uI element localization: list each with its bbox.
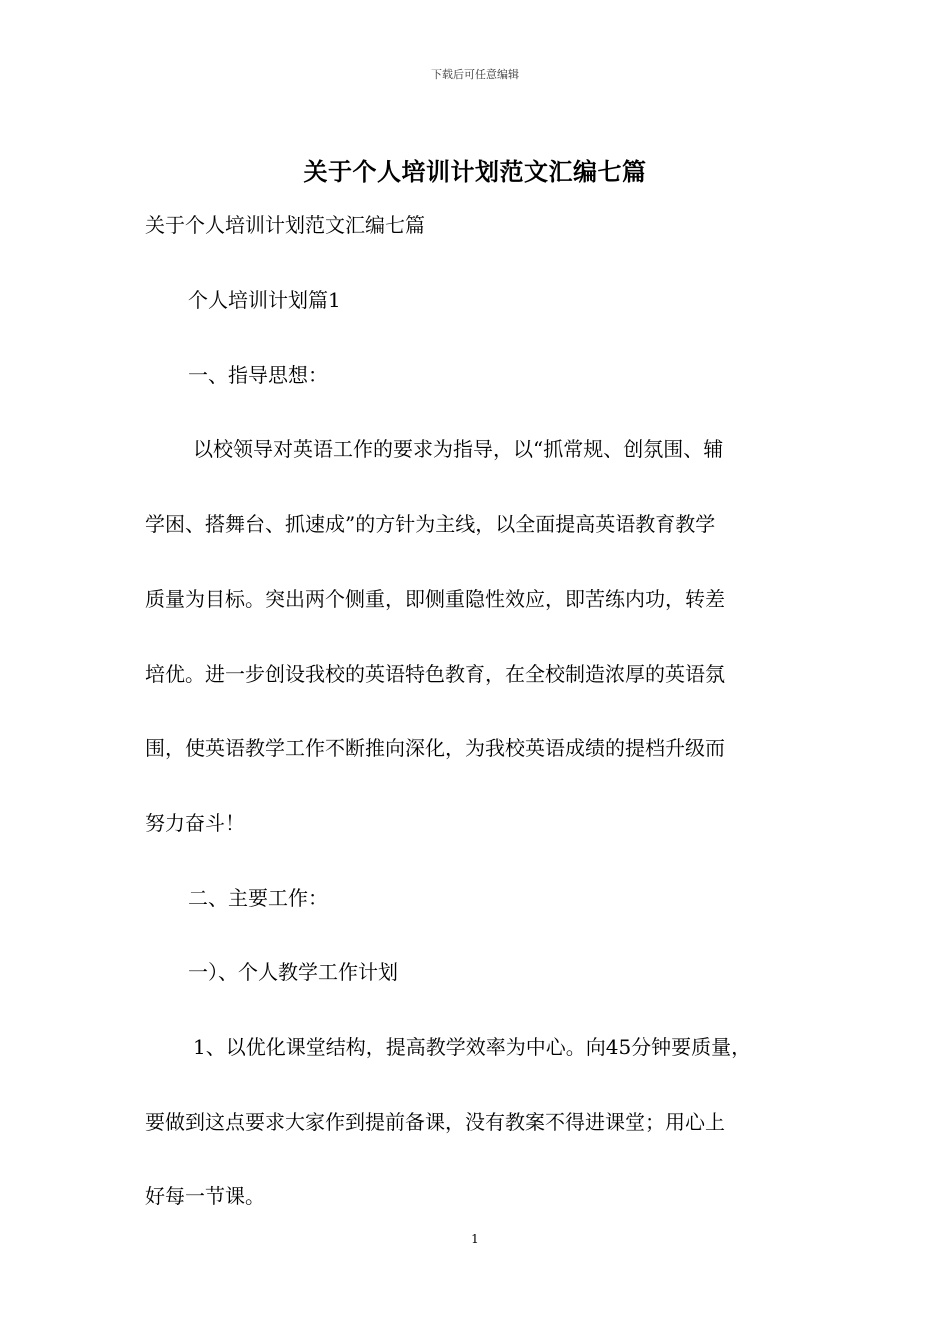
subtitle-line: 关于个人培训计划范文汇编七篇 [145,213,425,237]
section-heading: 一、指导思想： [188,363,328,387]
paragraph-line: 以校领导对英语工作的要求为指导，以“抓常规、创氛围、辅 [193,437,724,461]
page-header: 下载后可任意编辑 [431,68,519,81]
paragraph-line: 要做到这点要求大家作到提前备课，没有教案不得进课堂；用心上 [145,1110,725,1134]
paragraph-line: 学困、搭舞台、抓速成”的方针为主线，以全面提高英语教育教学 [145,512,716,536]
section-heading: 二、主要工作： [188,886,328,910]
paragraph-line: 好每一节课。 [145,1184,265,1208]
page-number: 1 [471,1232,479,1246]
section-heading: 一）、个人教学工作计划 [188,960,398,984]
paragraph-line: 围，使英语教学工作不断推向深化，为我校英语成绩的提档升级而 [145,736,725,760]
paragraph-line: 努力奋斗！ [145,811,245,835]
section-heading: 个人培训计划篇1 [188,288,341,312]
paragraph-line: 1、以优化课堂结构，提高教学效率为中心。向45分钟要质量， [193,1035,752,1059]
paragraph-line: 培优。进一步创设我校的英语特色教育，在全校制造浓厚的英语氛 [145,662,725,686]
document-title: 关于个人培训计划范文汇编七篇 [303,157,647,186]
paragraph-line: 质量为目标。突出两个侧重，即侧重隐性效应，即苦练内功，转差 [145,587,725,611]
